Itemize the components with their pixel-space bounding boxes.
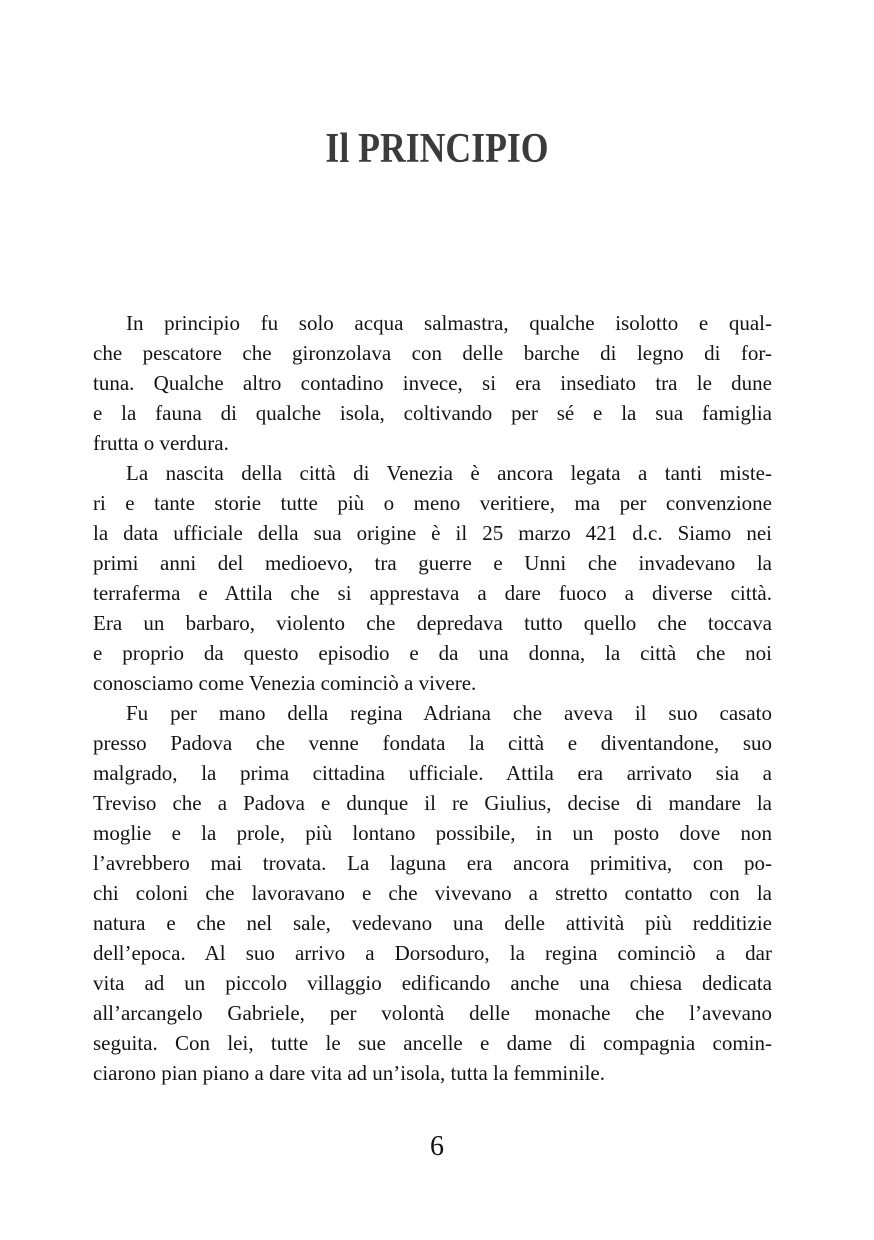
text-line: e proprio da questo episodio e da una donna, la città che noi	[93, 641, 772, 665]
chapter-title: Il PRINCIPIO	[325, 126, 549, 172]
page-number: 6	[430, 1131, 444, 1162]
text-line: all’arcangelo Gabriele, per volontà delle monache che l’avevano	[93, 1001, 772, 1025]
text-line: malgrado, la prima cittadina ufficiale. Attila era arrivato sia a	[93, 761, 772, 785]
text-line: l’avrebbero mai trovata. La laguna era ancora primitiva, con po-	[93, 851, 772, 875]
text-line: presso Padova che venne fondata la città e diventandone, suo	[93, 731, 772, 755]
text-line: frutta o verdura.	[93, 431, 229, 455]
text-line: La nascita della città di Venezia è ancora legata a tanti miste-	[126, 461, 772, 485]
text-line: conosciamo come Venezia cominciò a vivere.	[93, 671, 477, 695]
text-line: natura e che nel sale, vedevano una delle attività più redditizie	[93, 911, 772, 935]
text-line: primi anni del medioevo, tra guerre e Unni che invadevano la	[93, 551, 772, 575]
text-line: terraferma e Attila che si apprestava a dare fuoco a diverse città.	[93, 581, 772, 605]
text-line: Era un barbaro, violento che depredava tutto quello che toccava	[93, 611, 772, 635]
text-line: ciarono pian piano a dare vita ad un’isola, tutta la femminile.	[93, 1061, 605, 1085]
text-line: Fu per mano della regina Adriana che aveva il suo casato	[126, 701, 772, 725]
text-line: moglie e la prole, più lontano possibile, in un posto dove non	[93, 821, 772, 845]
text-line: e la fauna di qualche isola, coltivando per sé e la sua famiglia	[93, 401, 772, 425]
text-line: ri e tante storie tutte più o meno veritiere, ma per convenzione	[93, 491, 772, 515]
text-line: che pescatore che gironzolava con delle barche di legno di for-	[93, 341, 772, 365]
text-line: In principio fu solo acqua salmastra, qualche isolotto e qual-	[126, 311, 772, 335]
text-line: Treviso che a Padova e dunque il re Giulius, decise di mandare la	[93, 791, 772, 815]
text-line: vita ad un piccolo villaggio edificando anche una chiesa dedicata	[93, 971, 772, 995]
body-text	[93, 308, 772, 1088]
text-line: seguita. Con lei, tutte le sue ancelle e dame di compagnia comin-	[93, 1031, 772, 1055]
text-line: tuna. Qualche altro contadino invece, si era insediato tra le dune	[93, 371, 772, 395]
text-line: chi coloni che lavoravano e che vivevano a stretto contatto con la	[93, 881, 772, 905]
text-line: la data ufficiale della sua origine è il 25 marzo 421 d.c. Siamo nei	[93, 521, 772, 545]
text-line: dell’epoca. Al suo arrivo a Dorsoduro, la regina cominciò a dar	[93, 941, 772, 965]
